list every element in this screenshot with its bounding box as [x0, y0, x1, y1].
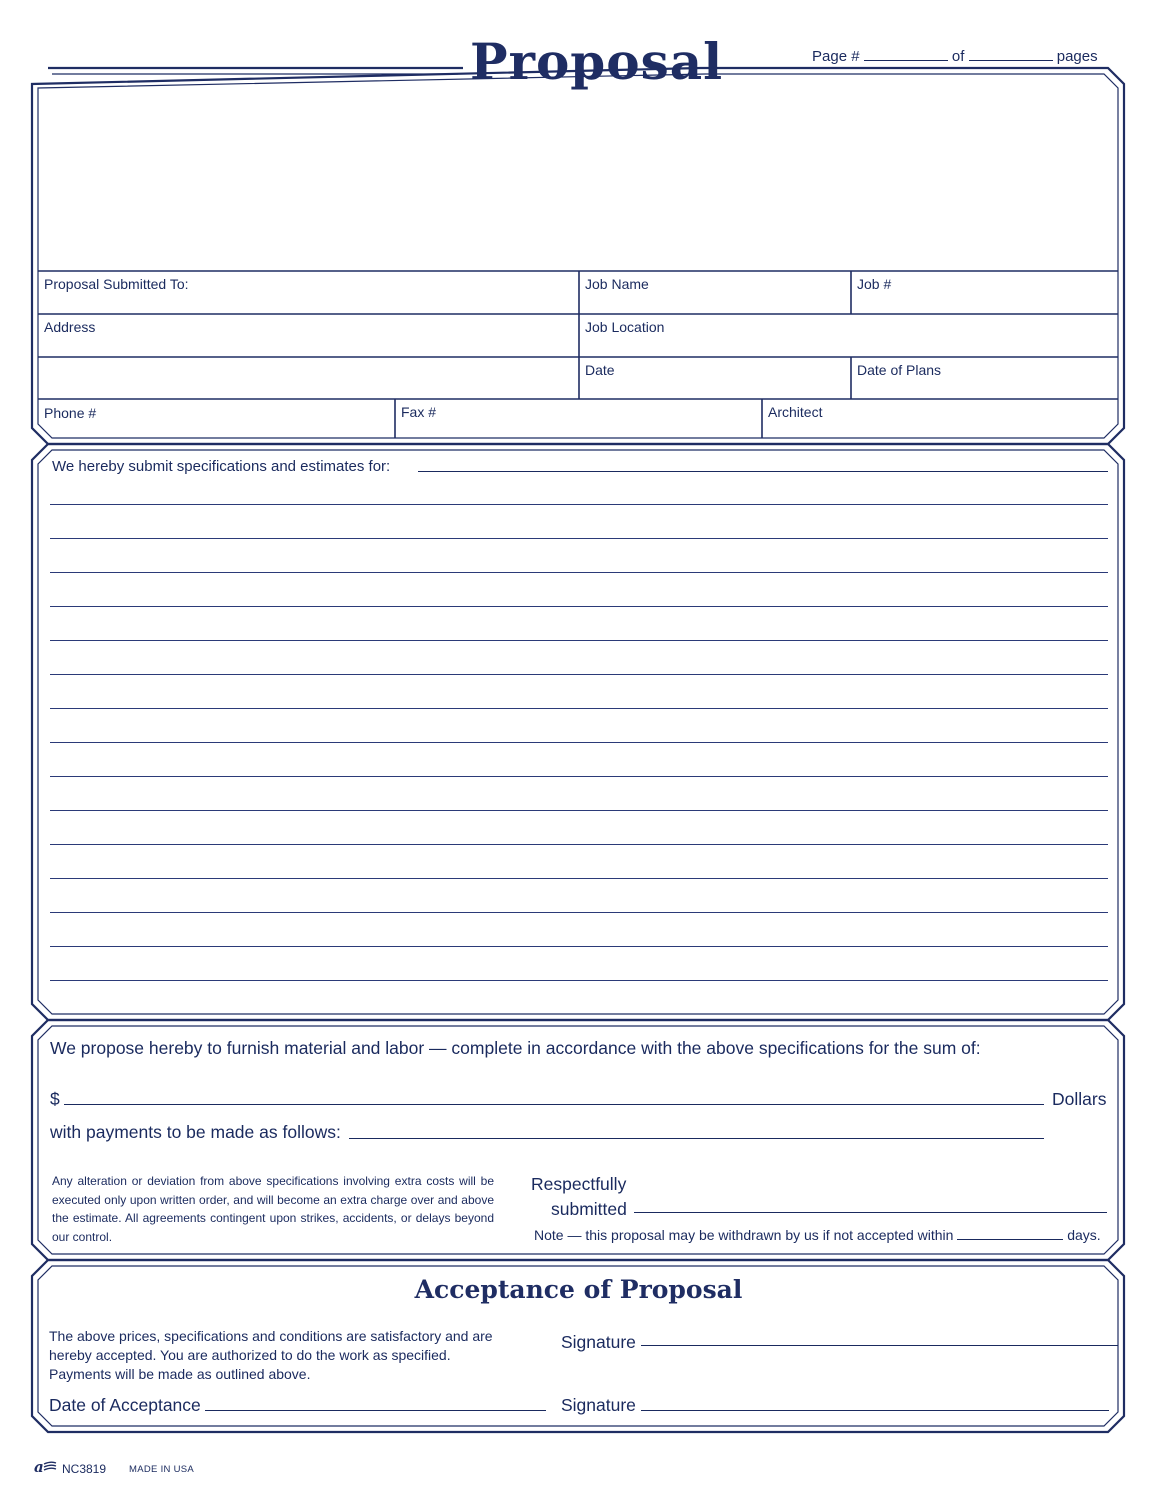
- respectfully-label: Respectfully: [531, 1174, 627, 1194]
- signature-1-label: Signature: [561, 1332, 636, 1352]
- spec-ruled-line[interactable]: [50, 538, 1108, 539]
- dollars-label: Dollars: [1052, 1089, 1107, 1109]
- made-in-usa: MADE IN USA: [129, 1464, 195, 1475]
- date-of-plans-label: Date of Plans: [857, 362, 942, 378]
- spec-ruled-line[interactable]: [50, 912, 1108, 913]
- page-label: Page #: [812, 48, 860, 65]
- submitted-to-label: Proposal Submitted To:: [44, 276, 189, 292]
- date-of-acceptance-field[interactable]: [205, 1409, 546, 1411]
- spec-ruled-line[interactable]: [50, 606, 1108, 607]
- spec-ruled-line[interactable]: [50, 946, 1108, 947]
- page-number-row: [812, 48, 1098, 65]
- brand-logo-icon: [34, 1460, 58, 1474]
- acceptance-title: Acceptance of Proposal: [414, 1275, 743, 1304]
- spec-ruled-line[interactable]: [50, 572, 1108, 573]
- page-number-field[interactable]: [864, 48, 948, 61]
- spec-ruled-line[interactable]: [50, 776, 1108, 777]
- date-of-acceptance-label: Date of Acceptance: [49, 1395, 201, 1415]
- spec-ruled-line[interactable]: [50, 980, 1108, 981]
- note-suffix: days.: [1067, 1227, 1101, 1243]
- days-field[interactable]: [957, 1227, 1063, 1240]
- phone-label: Phone #: [44, 405, 97, 421]
- fax-label: Fax #: [401, 404, 437, 420]
- withdraw-note: [534, 1227, 1101, 1243]
- submitted-signature-field[interactable]: [634, 1211, 1107, 1213]
- signature-1-field[interactable]: [641, 1344, 1118, 1346]
- svg-text:a: a: [34, 1460, 44, 1474]
- job-number-label: Job #: [857, 276, 892, 292]
- propose-text: We propose hereby to furnish material and labor — complete in accordance with the above specifications for the sum of:: [50, 1038, 981, 1058]
- spec-ruled-line[interactable]: [50, 878, 1108, 879]
- spec-ruled-line[interactable]: [50, 640, 1108, 641]
- spec-ruled-line[interactable]: [50, 844, 1108, 845]
- amount-field[interactable]: [64, 1103, 1044, 1105]
- specs-intro: We hereby submit specifications and estimates for:: [52, 458, 391, 475]
- dollar-sign: $: [50, 1089, 60, 1109]
- payments-label: with payments to be made as follows:: [50, 1122, 341, 1142]
- brand-logo: [34, 1460, 58, 1474]
- page-total-field[interactable]: [969, 48, 1053, 61]
- architect-label: Architect: [768, 404, 823, 420]
- date-label: Date: [585, 362, 615, 378]
- address-label: Address: [44, 319, 96, 335]
- submitted-label: submitted: [551, 1199, 627, 1219]
- acceptance-text: The above prices, specifications and conditions are satisfactory and are hereby accepted. You are authorized to do the work as specified. Payments will be made as outlined above.: [49, 1328, 493, 1382]
- pages-label: pages: [1056, 48, 1098, 65]
- signature-2-field[interactable]: [641, 1409, 1109, 1411]
- spec-ruled-line[interactable]: [50, 674, 1108, 675]
- job-name-label: Job Name: [585, 276, 649, 292]
- spec-ruled-line[interactable]: [50, 504, 1108, 505]
- job-location-label: Job Location: [585, 319, 665, 335]
- spec-ruled-line[interactable]: [50, 708, 1108, 709]
- form-title: Proposal: [470, 32, 724, 91]
- spec-ruled-line[interactable]: [50, 810, 1108, 811]
- spec-ruled-line[interactable]: [50, 742, 1108, 743]
- note-prefix: Note — this proposal may be withdrawn by us if not accepted within: [534, 1227, 954, 1243]
- of-label: of: [951, 48, 965, 65]
- form-number: NC3819: [62, 1462, 107, 1476]
- payments-field[interactable]: [349, 1137, 1044, 1139]
- alteration-text: Any alteration or deviation from above specifications involving extra costs will be executed only upon written order, and will become an extra charge over and above the estimate. All agreements contingent upon strikes, accidents, or delays beyond our control.: [52, 1174, 494, 1244]
- signature-2-label: Signature: [561, 1395, 636, 1415]
- specs-first-line[interactable]: [418, 470, 1108, 472]
